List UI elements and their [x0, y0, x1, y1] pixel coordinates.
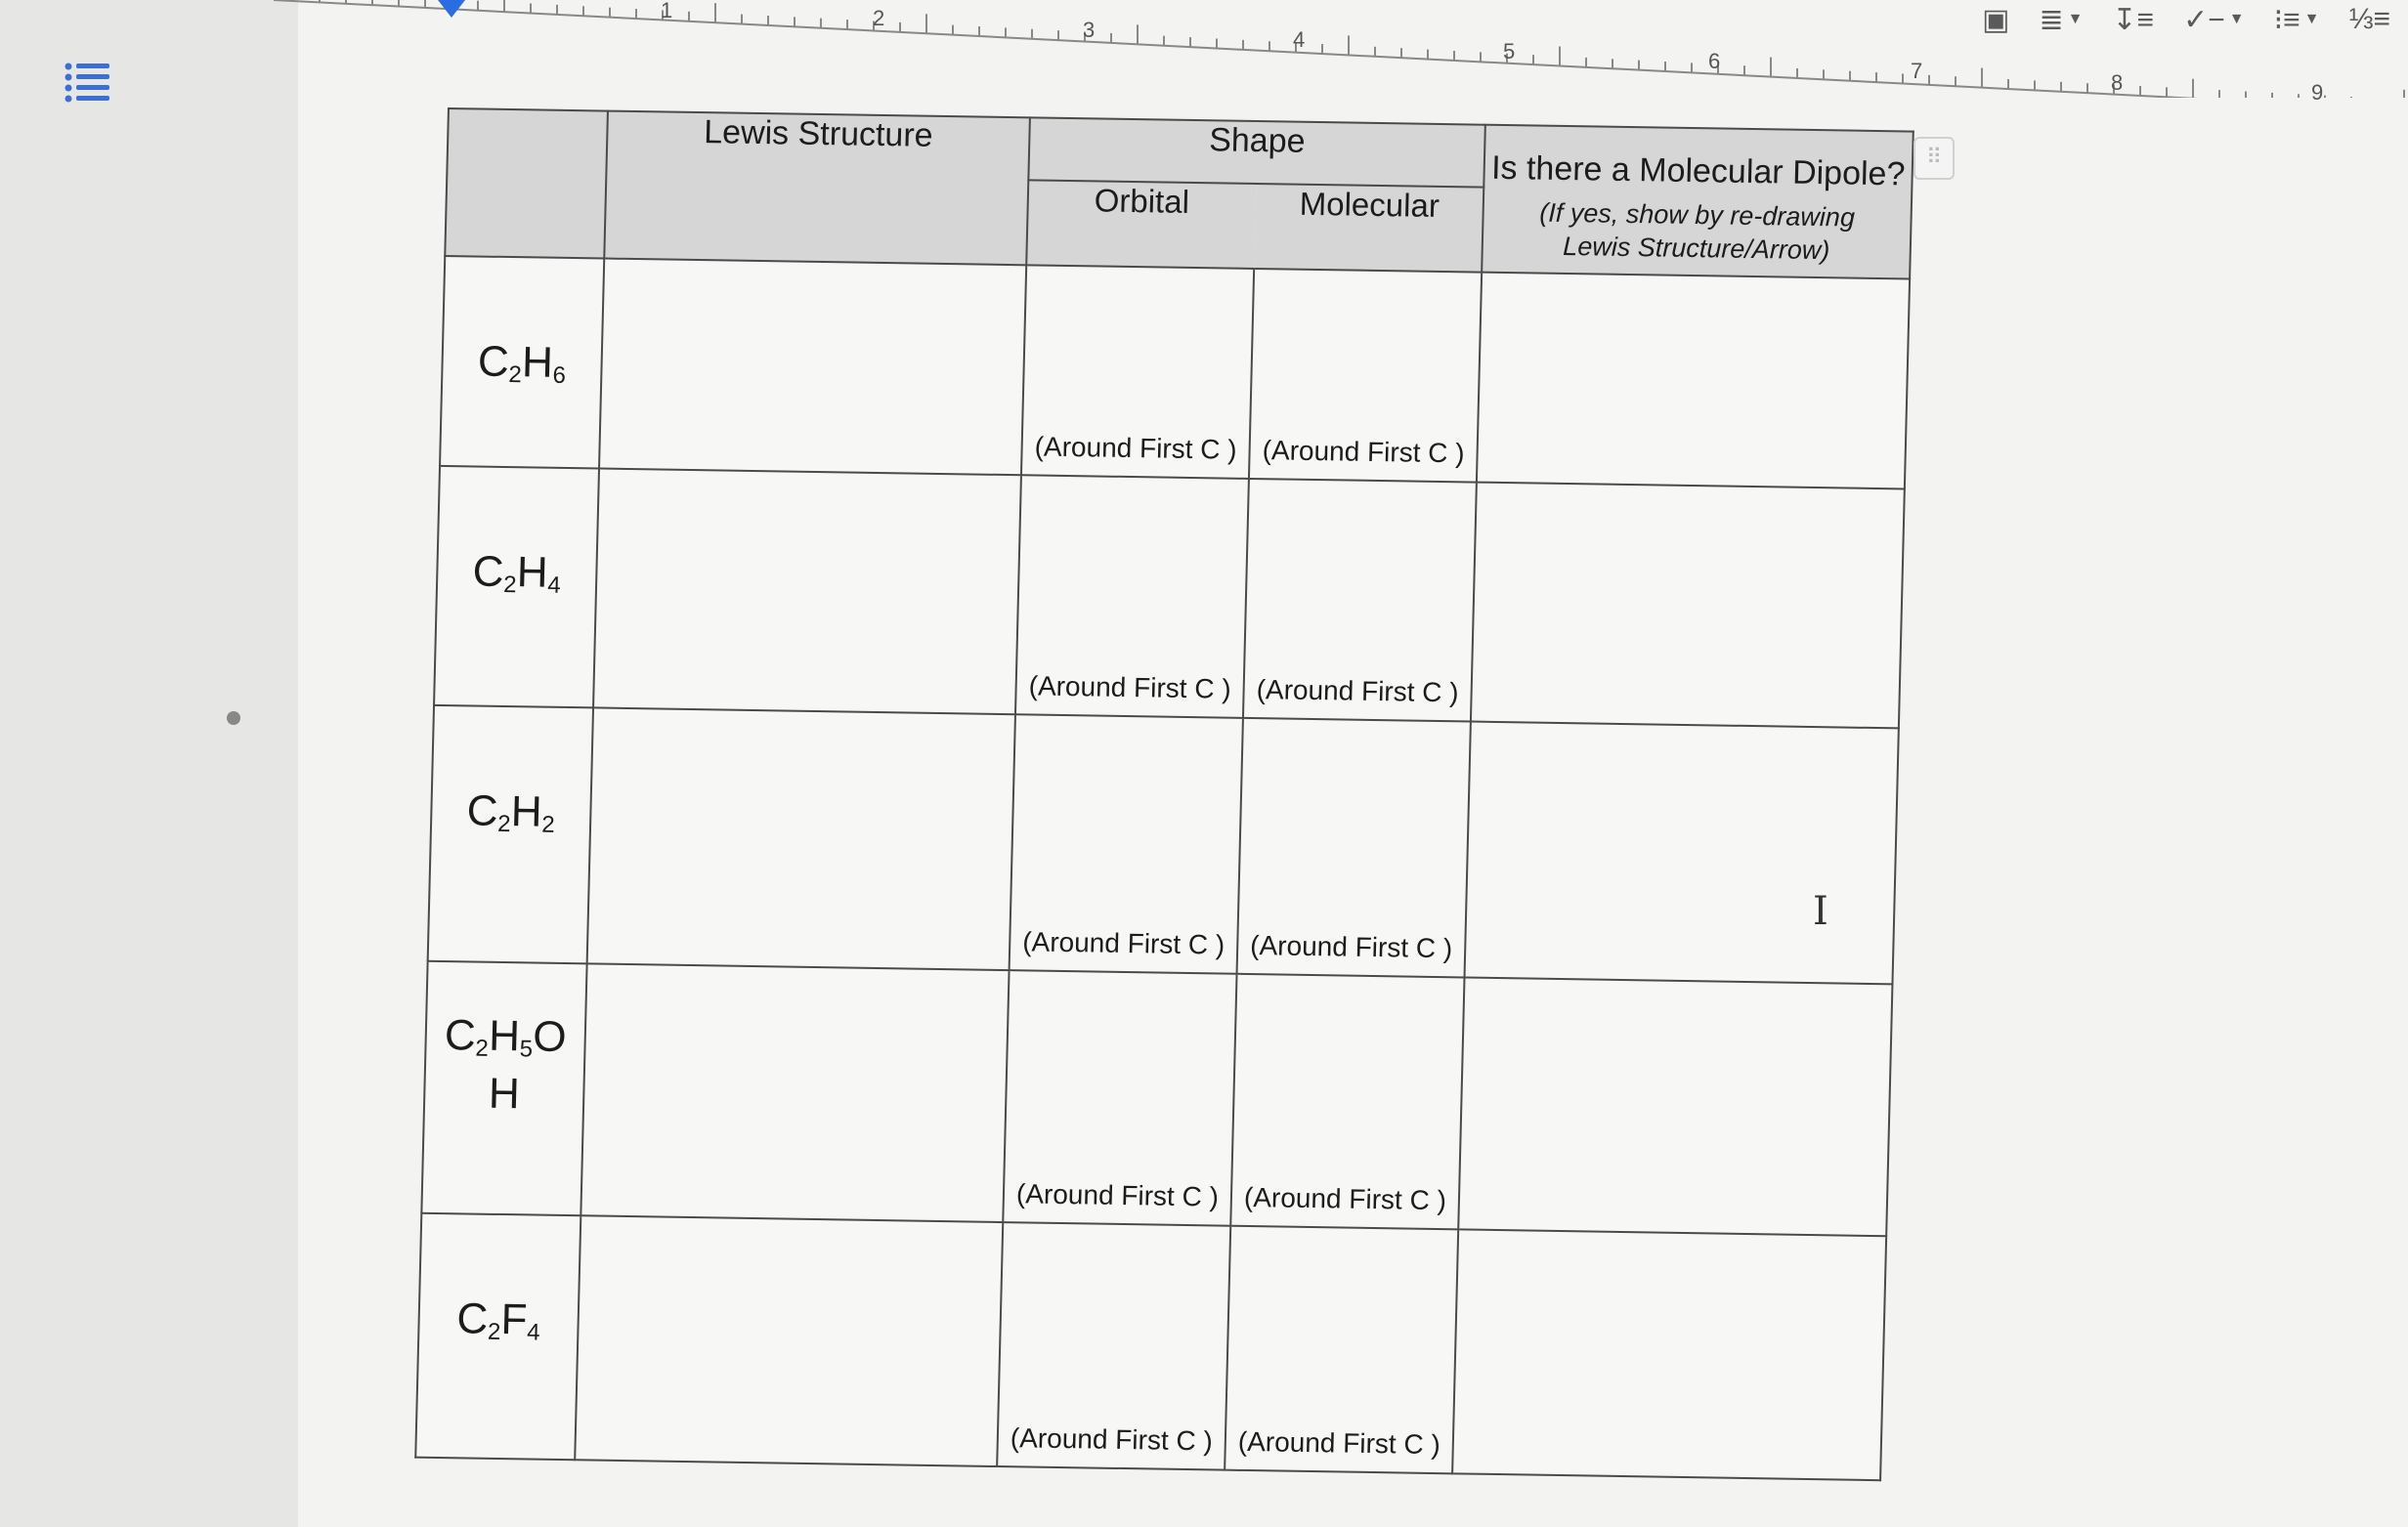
formula-subscript: 2 [487, 1318, 501, 1346]
ruler-number: 3 [1083, 18, 1096, 42]
image-options-icon[interactable]: ▣ [1982, 3, 2010, 36]
orbital-shape-cell[interactable]: (Around First C ) [1021, 265, 1254, 479]
formula-element: C [466, 786, 499, 835]
formula-element: H [521, 338, 554, 387]
formula-cell[interactable] [421, 961, 586, 1215]
formula-element: C [477, 337, 510, 387]
orbital-header[interactable]: Orbital [1026, 180, 1256, 269]
table-row [415, 1213, 1886, 1480]
orbital-shape-cell[interactable]: (Around First C ) [1015, 475, 1249, 718]
formula-subscript: 5 [519, 1036, 534, 1063]
formatting-toolbar [1765, 0, 2408, 39]
formula-element: F [500, 1295, 529, 1344]
molecular-shape-cell[interactable]: (Around First C ) [1237, 718, 1471, 978]
lewis-structure-cell[interactable] [580, 963, 1009, 1222]
formula-subscript: 2 [475, 1035, 490, 1062]
shape-header[interactable]: Shape [1028, 117, 1485, 187]
text-cursor-icon: I [1813, 889, 1828, 934]
formula-subscript: 6 [552, 361, 567, 389]
dipole-header: Is there a Molecular Dipole? [1490, 148, 1906, 193]
formula-cell[interactable] [415, 1213, 580, 1460]
stray-mark [227, 711, 240, 725]
formula-cell[interactable] [440, 256, 604, 469]
orbital-shape-cell[interactable]: (Around First C ) [997, 1222, 1230, 1470]
ruler-number: 7 [1911, 59, 1923, 83]
ruler-number: 1 [661, 0, 673, 22]
formula-element: H [516, 548, 549, 597]
dipole-cell[interactable] [1465, 722, 1899, 985]
dipole-header-cell[interactable] [1482, 125, 1914, 279]
formula-subscript: 4 [547, 572, 562, 599]
molecular-formula [477, 338, 567, 390]
table-row [428, 705, 1899, 984]
formula-element: C [455, 1294, 489, 1343]
left-gutter [0, 0, 298, 1527]
formula-element: H [488, 1069, 521, 1119]
formula-subscript: 2 [508, 361, 523, 389]
molecular-formula [456, 1294, 541, 1346]
checklist-icon[interactable]: ✓− ▼ [2183, 3, 2245, 36]
lewis-structure-header[interactable]: Lewis Structure [604, 111, 1030, 266]
molecular-shape-cell[interactable]: (Around First C ) [1225, 1226, 1458, 1474]
molecular-shape-cell[interactable]: (Around First C ) [1243, 479, 1477, 722]
dipole-cell[interactable] [1452, 1229, 1886, 1480]
formula-element: H [510, 787, 543, 836]
indent-icon[interactable]: ↧≡ [2112, 3, 2155, 36]
lewis-structure-cell[interactable] [599, 259, 1026, 476]
dipole-cell[interactable] [1458, 977, 1892, 1236]
dipole-cell[interactable] [1477, 273, 1910, 489]
formula-element: O [532, 1012, 568, 1062]
table-drag-handle-icon[interactable]: ⠿ [1914, 137, 1955, 180]
table-body [415, 256, 1910, 1480]
dipole-cell[interactable] [1471, 483, 1905, 729]
orbital-shape-cell[interactable]: (Around First C ) [1003, 970, 1236, 1226]
line-spacing-icon[interactable]: ≣ ▼ [2039, 3, 2084, 36]
molecular-shape-cell[interactable]: (Around First C ) [1230, 974, 1464, 1230]
lewis-structure-cell[interactable] [593, 468, 1021, 714]
formula-element: C [472, 547, 505, 596]
formula-subscript: 4 [526, 1319, 540, 1346]
numbered-list-icon[interactable]: ⅓≡ [2348, 3, 2390, 35]
molecular-shape-cell[interactable]: (Around First C ) [1249, 269, 1482, 483]
formula-subscript: 2 [496, 810, 511, 838]
ruler-number: 4 [1293, 27, 1306, 52]
molecule-table[interactable] [414, 107, 1914, 1481]
orbital-shape-cell[interactable]: (Around First C ) [1010, 714, 1243, 974]
formula-subscript: 2 [502, 571, 517, 599]
formula-cell[interactable] [428, 705, 593, 963]
table-row [434, 466, 1905, 728]
table-row [421, 961, 1892, 1236]
molecular-formula [466, 786, 556, 838]
ruler-number: 9 [2311, 80, 2324, 105]
bulleted-list-icon[interactable]: ⁝≡ ▼ [2273, 3, 2320, 36]
molecular-header[interactable]: Molecular [1254, 184, 1484, 273]
indent-marker[interactable] [438, 0, 465, 18]
ruler-number: 6 [1708, 49, 1721, 73]
formula-subscript: 2 [541, 811, 556, 838]
formula-element: C [444, 1011, 477, 1060]
corner-cell[interactable] [445, 108, 608, 259]
ruler-number: 5 [1503, 39, 1516, 64]
document-outline-icon[interactable] [64, 61, 111, 108]
dipole-header-note: (If yes, show by re-drawing Lewis Structure/Arrow) [1538, 197, 1856, 266]
molecular-formula [472, 547, 562, 599]
lewis-structure-cell[interactable] [575, 1215, 1003, 1466]
lewis-structure-cell[interactable] [587, 707, 1015, 970]
table-row [440, 256, 1910, 488]
ruler-number: 2 [873, 6, 885, 30]
formula-cell[interactable] [434, 466, 599, 707]
ruler-number: 8 [2111, 70, 2124, 95]
molecular-formula [443, 1013, 567, 1118]
formula-element: H [488, 1011, 521, 1061]
